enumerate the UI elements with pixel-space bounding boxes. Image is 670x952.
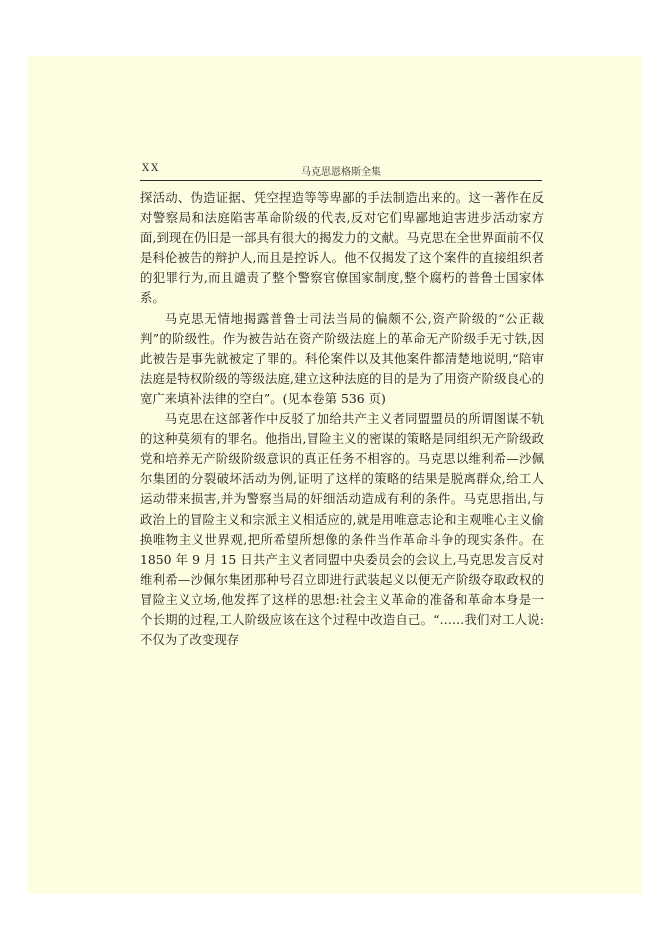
paragraph-3: 马克思在这部著作中反驳了加给共产主义者同盟盟员的所谓图谋不轨的这种莫须有的罪名。他指出,冒险主义的密谋的策略是同组织无产阶级政党和培养无产阶级阶级意识的真正任务不相容的。马克思以维利希—沙佩尔集团的分裂破坏活动为例,证明了这样的策略的结果是脱离群众,给工人运动带来损害,并为警察当局的奸细活动造成有利的条件。马克思指出,与政治上的冒险主义和宗派主义相适应的,就是用唯意志论和主观唯心主义偷换唯物主义世界观,把所希望所想像的条件当作革命斗争的现实条件。在 1850 年 9 月 15 日共产主义者同盟中央委员会的会议上,马克思发言反对维利希—沙佩尔集团那种号召立即进行武装起义以便无产阶级夺取政权的冒险主义立场,他发挥了这样的思想:社会主义革命的准备和革命本身是一个长期的过程,工人阶级应该在这个过程中改造自己。“……我们对工人说:不仅为了改变现存 (140, 411, 544, 648)
running-title: 马克思恩格斯全集 (301, 167, 381, 178)
page-number: XX (142, 163, 161, 174)
paragraph-2: 马克思无情地揭露普鲁士司法当局的偏颇不公,资产阶级的“公正裁判”的阶级性。作为被告站在资产阶级法庭上的革命无产阶级手无寸铁,因此被告是事先就被定了罪的。科伦案件以及其他案件都清楚地说明,“陪审法庭是特权阶级的等级法庭,建立这种法庭的目的是为了用资产阶级良心的宽广来填补法律的空白”。(见本卷第 536 页) (140, 310, 544, 406)
paragraph-1: 探活动、伪造证据、凭空捏造等等卑鄙的手法制造出来的。这一著作在反对警察局和法庭陷害革命阶级的代表,反对它们卑鄙地迫害进步活动家方面,到现在仍旧是一部具有很大的揭发力的文献。马克思在全世界面前不仅是科伦被告的辩护人,而且是控诉人。他不仅揭发了这个案件的直接组织者的犯罪行为,而且谴责了整个警察官僚国家制度,整个腐朽的普鲁士国家体系。 (140, 190, 544, 306)
body-text (140, 188, 544, 650)
page-header (140, 162, 542, 181)
